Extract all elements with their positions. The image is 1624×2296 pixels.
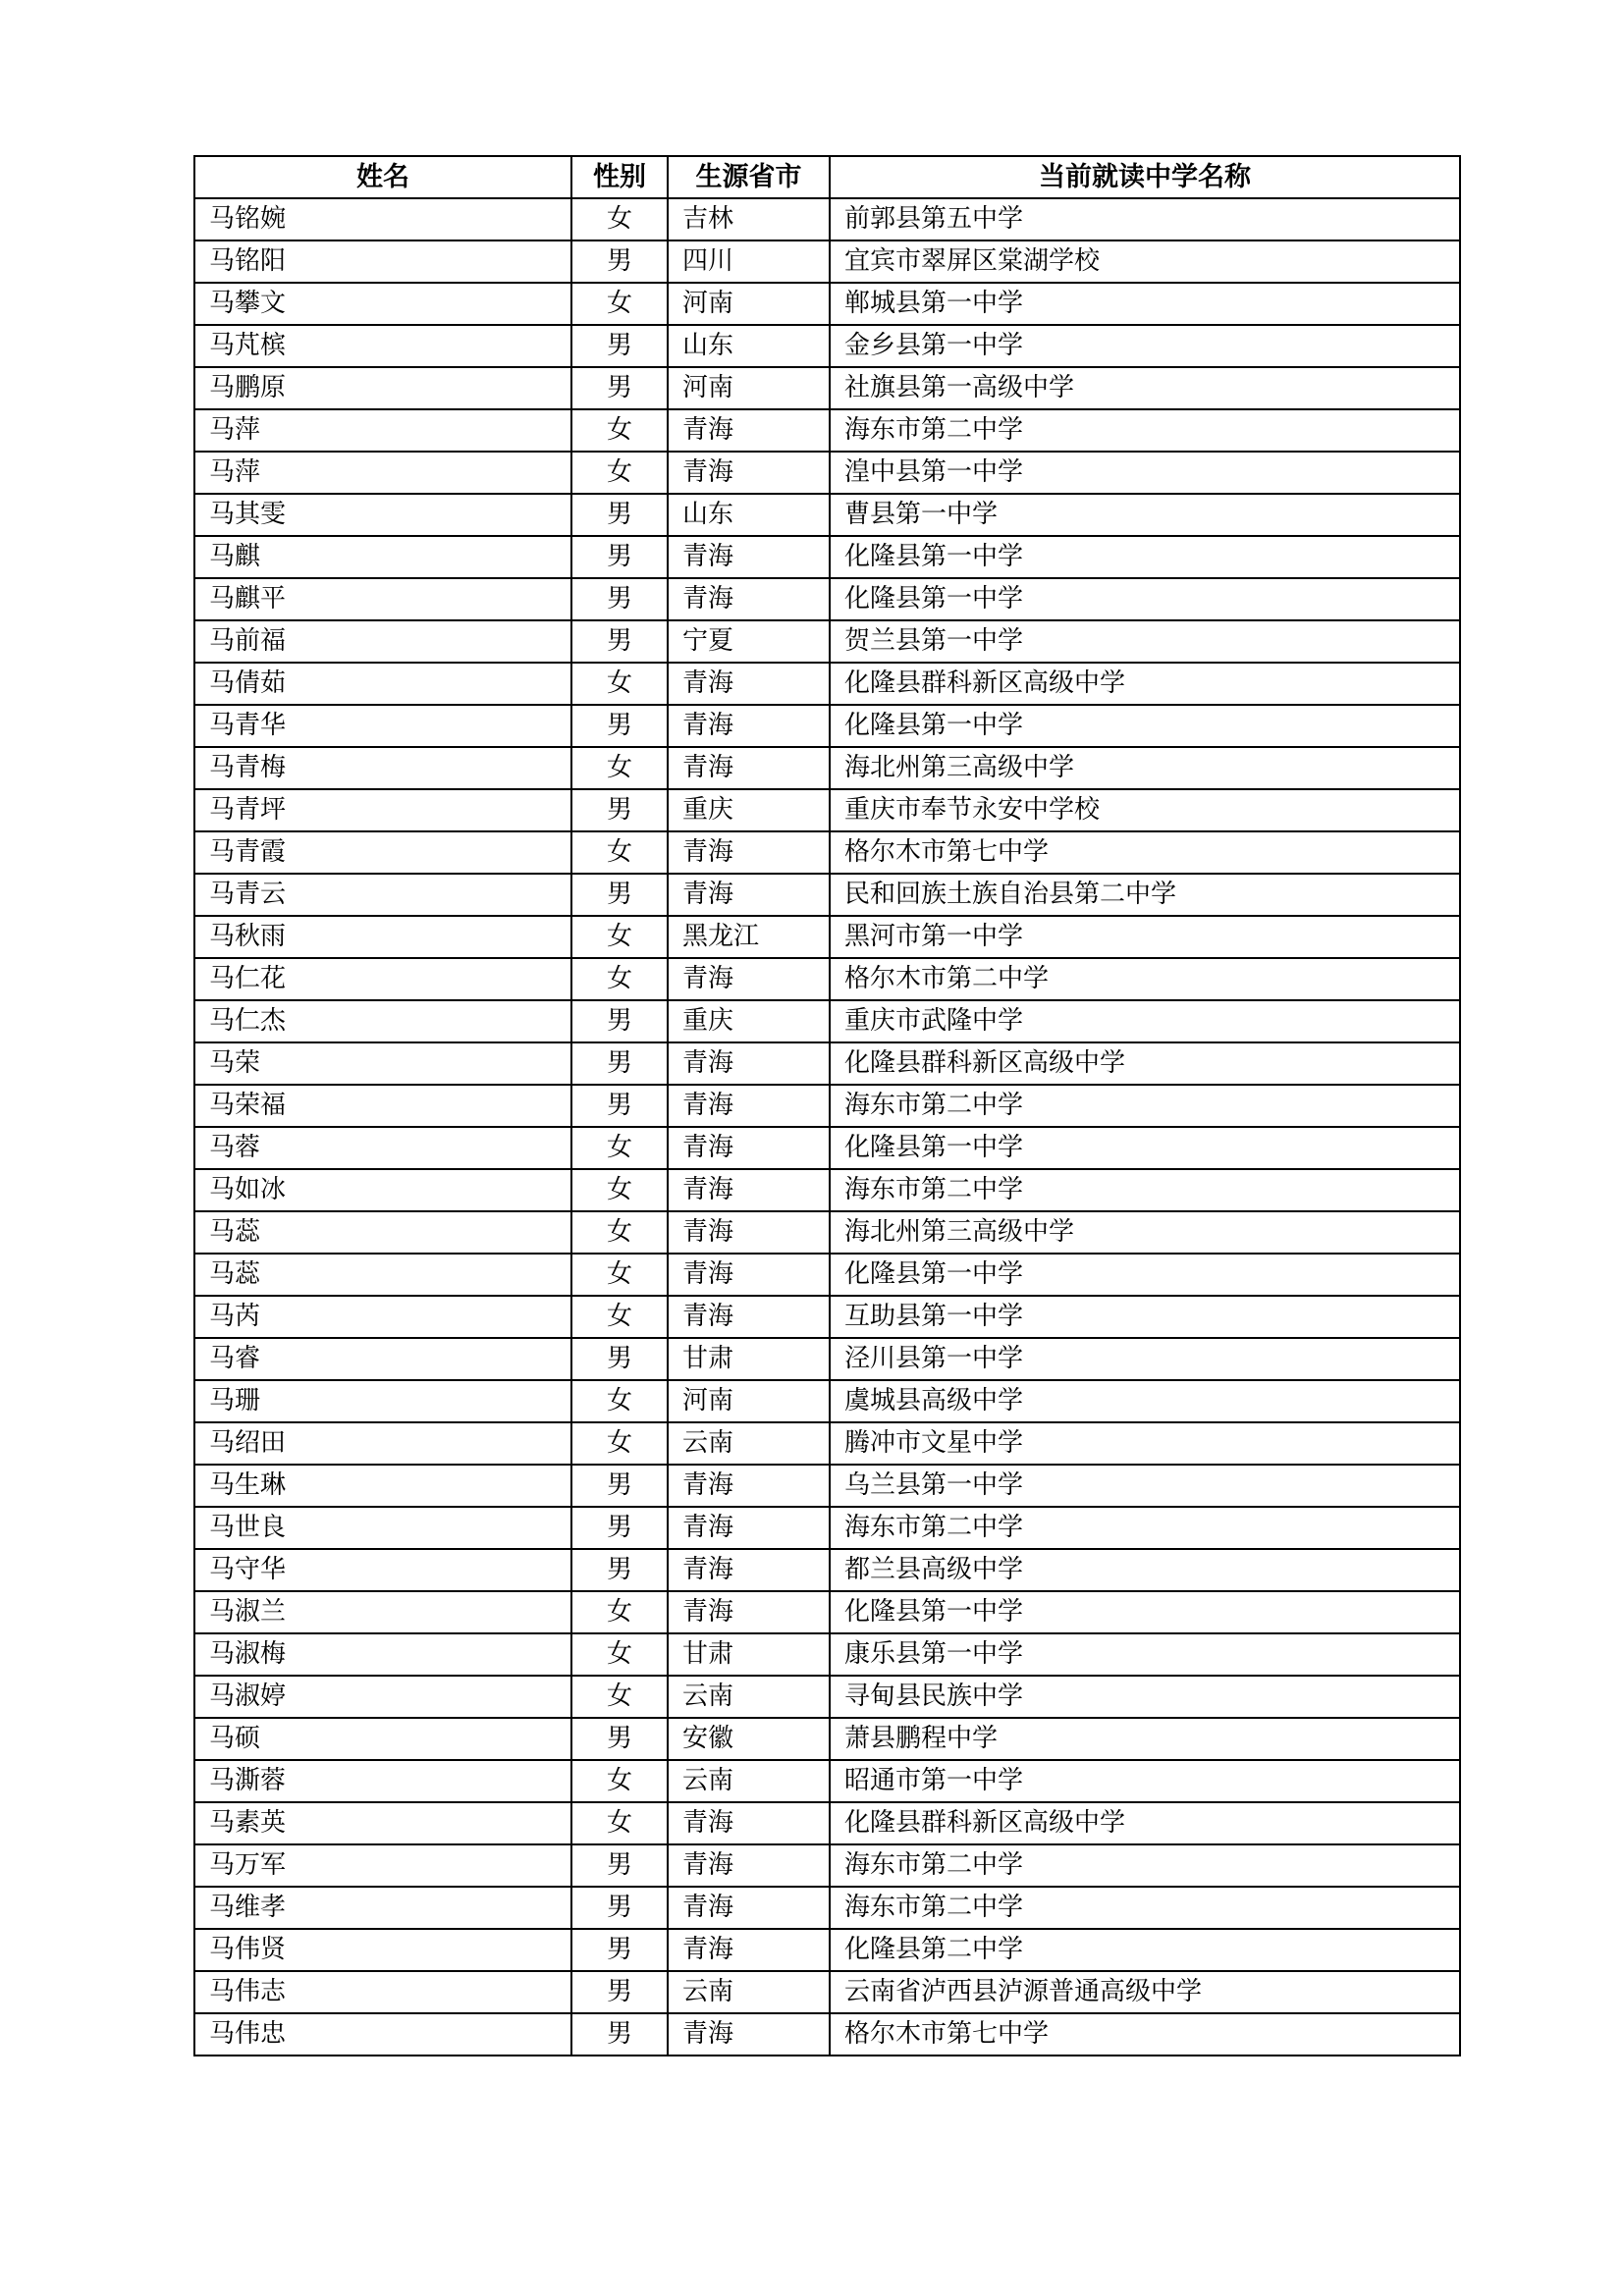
table-row	[194, 494, 1460, 536]
cell-province: 青海	[668, 1802, 830, 1844]
cell-name: 马仁杰	[194, 1000, 571, 1042]
cell-gender: 女	[571, 1802, 668, 1844]
cell-name: 马荣	[194, 1042, 571, 1085]
table-row	[194, 1296, 1460, 1338]
cell-province: 重庆	[668, 789, 830, 831]
cell-name: 马麒平	[194, 578, 571, 620]
cell-province: 云南	[668, 1422, 830, 1465]
cell-name: 马铭阳	[194, 240, 571, 283]
cell-gender: 男	[571, 1042, 668, 1085]
cell-province: 甘肃	[668, 1338, 830, 1380]
cell-name: 马淑梅	[194, 1633, 571, 1676]
table-row	[194, 705, 1460, 747]
cell-province: 青海	[668, 2013, 830, 2056]
table-row	[194, 1211, 1460, 1254]
cell-province: 青海	[668, 1042, 830, 1085]
cell-province: 青海	[668, 958, 830, 1000]
cell-gender: 男	[571, 789, 668, 831]
table-row	[194, 367, 1460, 409]
cell-school: 化隆县第一中学	[830, 1591, 1460, 1633]
table-row	[194, 1085, 1460, 1127]
table-row	[194, 2013, 1460, 2056]
cell-province: 四川	[668, 240, 830, 283]
cell-province: 青海	[668, 578, 830, 620]
cell-name: 马青坪	[194, 789, 571, 831]
cell-gender: 男	[571, 578, 668, 620]
cell-school: 寻甸县民族中学	[830, 1676, 1460, 1718]
table-row	[194, 958, 1460, 1000]
cell-gender: 男	[571, 620, 668, 663]
table-row	[194, 1676, 1460, 1718]
cell-school: 海东市第二中学	[830, 409, 1460, 452]
table-row	[194, 874, 1460, 916]
cell-province: 青海	[668, 663, 830, 705]
cell-name: 马澌蓉	[194, 1760, 571, 1802]
cell-name: 马珊	[194, 1380, 571, 1422]
table-row	[194, 1844, 1460, 1887]
cell-school: 社旗县第一高级中学	[830, 367, 1460, 409]
cell-province: 云南	[668, 1760, 830, 1802]
table-row	[194, 283, 1460, 325]
cell-name: 马青梅	[194, 747, 571, 789]
cell-gender: 女	[571, 831, 668, 874]
cell-province: 山东	[668, 325, 830, 367]
cell-province: 青海	[668, 409, 830, 452]
cell-gender: 男	[571, 1718, 668, 1760]
table-row	[194, 325, 1460, 367]
cell-school: 海北州第三高级中学	[830, 747, 1460, 789]
cell-school: 康乐县第一中学	[830, 1633, 1460, 1676]
cell-school: 黑河市第一中学	[830, 916, 1460, 958]
header-province: 生源省市	[668, 156, 830, 198]
cell-province: 重庆	[668, 1000, 830, 1042]
cell-name: 马素英	[194, 1802, 571, 1844]
cell-gender: 女	[571, 1422, 668, 1465]
table-row	[194, 536, 1460, 578]
cell-gender: 男	[571, 367, 668, 409]
cell-school: 郸城县第一中学	[830, 283, 1460, 325]
cell-school: 化隆县第一中学	[830, 705, 1460, 747]
cell-gender: 男	[571, 1844, 668, 1887]
cell-name: 马蕊	[194, 1254, 571, 1296]
table-row	[194, 1000, 1460, 1042]
cell-gender: 女	[571, 1211, 668, 1254]
cell-name: 马守华	[194, 1549, 571, 1591]
cell-province: 河南	[668, 367, 830, 409]
table-row	[194, 1422, 1460, 1465]
table-row	[194, 1169, 1460, 1211]
cell-gender: 男	[571, 1507, 668, 1549]
cell-province: 黑龙江	[668, 916, 830, 958]
cell-province: 青海	[668, 1549, 830, 1591]
table-row	[194, 831, 1460, 874]
cell-name: 马其雯	[194, 494, 571, 536]
table-row	[194, 578, 1460, 620]
cell-name: 马维孝	[194, 1887, 571, 1929]
cell-province: 河南	[668, 1380, 830, 1422]
cell-gender: 男	[571, 240, 668, 283]
cell-gender: 女	[571, 283, 668, 325]
header-gender: 性别	[571, 156, 668, 198]
cell-gender: 男	[571, 1971, 668, 2013]
cell-name: 马生琳	[194, 1465, 571, 1507]
table-row	[194, 1887, 1460, 1929]
cell-name: 马淑兰	[194, 1591, 571, 1633]
table-row	[194, 1127, 1460, 1169]
cell-school: 格尔木市第七中学	[830, 2013, 1460, 2056]
cell-gender: 男	[571, 1338, 668, 1380]
cell-gender: 男	[571, 2013, 668, 2056]
cell-province: 青海	[668, 1127, 830, 1169]
cell-gender: 女	[571, 1633, 668, 1676]
cell-gender: 女	[571, 663, 668, 705]
cell-province: 青海	[668, 1254, 830, 1296]
table-row	[194, 620, 1460, 663]
cell-name: 马如冰	[194, 1169, 571, 1211]
cell-gender: 女	[571, 1676, 668, 1718]
cell-name: 马伟志	[194, 1971, 571, 2013]
cell-province: 青海	[668, 747, 830, 789]
cell-name: 马伟贤	[194, 1929, 571, 1971]
cell-name: 马睿	[194, 1338, 571, 1380]
cell-province: 青海	[668, 1085, 830, 1127]
cell-gender: 男	[571, 536, 668, 578]
cell-school: 重庆市武隆中学	[830, 1000, 1460, 1042]
cell-school: 海东市第二中学	[830, 1507, 1460, 1549]
cell-name: 马萍	[194, 452, 571, 494]
cell-school: 海东市第二中学	[830, 1169, 1460, 1211]
cell-gender: 女	[571, 1254, 668, 1296]
cell-name: 马荣福	[194, 1085, 571, 1127]
cell-province: 青海	[668, 1591, 830, 1633]
table-row	[194, 1971, 1460, 2013]
cell-gender: 男	[571, 874, 668, 916]
table-row	[194, 1507, 1460, 1549]
cell-name: 马万军	[194, 1844, 571, 1887]
cell-name: 马青云	[194, 874, 571, 916]
cell-school: 乌兰县第一中学	[830, 1465, 1460, 1507]
cell-school: 化隆县第一中学	[830, 1127, 1460, 1169]
cell-school: 虞城县高级中学	[830, 1380, 1460, 1422]
cell-name: 马青华	[194, 705, 571, 747]
cell-province: 山东	[668, 494, 830, 536]
table-row	[194, 1254, 1460, 1296]
table-row	[194, 1929, 1460, 1971]
cell-province: 青海	[668, 705, 830, 747]
cell-name: 马淑婷	[194, 1676, 571, 1718]
cell-name: 马芮	[194, 1296, 571, 1338]
cell-name: 马青霞	[194, 831, 571, 874]
cell-province: 青海	[668, 1465, 830, 1507]
cell-school: 萧县鹏程中学	[830, 1718, 1460, 1760]
cell-school: 贺兰县第一中学	[830, 620, 1460, 663]
cell-name: 马蓉	[194, 1127, 571, 1169]
table-row	[194, 409, 1460, 452]
cell-school: 昭通市第一中学	[830, 1760, 1460, 1802]
cell-province: 青海	[668, 1211, 830, 1254]
cell-school: 化隆县群科新区高级中学	[830, 1042, 1460, 1085]
table-row	[194, 1718, 1460, 1760]
cell-school: 海北州第三高级中学	[830, 1211, 1460, 1254]
cell-school: 海东市第二中学	[830, 1887, 1460, 1929]
cell-province: 青海	[668, 1296, 830, 1338]
cell-school: 重庆市奉节永安中学校	[830, 789, 1460, 831]
table-header-row	[194, 156, 1460, 198]
cell-name: 马秋雨	[194, 916, 571, 958]
cell-province: 青海	[668, 536, 830, 578]
cell-school: 格尔木市第二中学	[830, 958, 1460, 1000]
cell-school: 化隆县第一中学	[830, 578, 1460, 620]
cell-province: 吉林	[668, 198, 830, 240]
cell-province: 安徽	[668, 1718, 830, 1760]
cell-school: 前郭县第五中学	[830, 198, 1460, 240]
cell-school: 宜宾市翠屏区棠湖学校	[830, 240, 1460, 283]
cell-gender: 女	[571, 1591, 668, 1633]
cell-school: 腾冲市文星中学	[830, 1422, 1460, 1465]
cell-gender: 女	[571, 198, 668, 240]
cell-gender: 女	[571, 958, 668, 1000]
cell-name: 马绍田	[194, 1422, 571, 1465]
cell-province: 云南	[668, 1971, 830, 2013]
cell-name: 马攀文	[194, 283, 571, 325]
cell-name: 马世良	[194, 1507, 571, 1549]
cell-gender: 女	[571, 1760, 668, 1802]
cell-gender: 男	[571, 494, 668, 536]
table-body	[194, 198, 1460, 2056]
cell-school: 泾川县第一中学	[830, 1338, 1460, 1380]
table-row	[194, 1591, 1460, 1633]
cell-province: 青海	[668, 1844, 830, 1887]
cell-school: 云南省泸西县泸源普通高级中学	[830, 1971, 1460, 2013]
cell-school: 海东市第二中学	[830, 1844, 1460, 1887]
cell-province: 云南	[668, 1676, 830, 1718]
table-row	[194, 789, 1460, 831]
cell-gender: 女	[571, 916, 668, 958]
cell-province: 河南	[668, 283, 830, 325]
student-roster-table	[193, 155, 1461, 2056]
table-row	[194, 240, 1460, 283]
cell-school: 民和回族土族自治县第二中学	[830, 874, 1460, 916]
cell-gender: 男	[571, 705, 668, 747]
cell-school: 湟中县第一中学	[830, 452, 1460, 494]
table-row	[194, 1042, 1460, 1085]
table-row	[194, 916, 1460, 958]
cell-gender: 女	[571, 1296, 668, 1338]
cell-school: 格尔木市第七中学	[830, 831, 1460, 874]
cell-school: 化隆县群科新区高级中学	[830, 663, 1460, 705]
cell-gender: 女	[571, 452, 668, 494]
cell-school: 化隆县第一中学	[830, 1254, 1460, 1296]
table-row	[194, 1549, 1460, 1591]
table-row	[194, 198, 1460, 240]
cell-school: 化隆县第一中学	[830, 536, 1460, 578]
cell-gender: 女	[571, 409, 668, 452]
cell-name: 马麒	[194, 536, 571, 578]
cell-gender: 男	[571, 1000, 668, 1042]
cell-gender: 女	[571, 1169, 668, 1211]
table-row	[194, 1633, 1460, 1676]
table-row	[194, 1338, 1460, 1380]
header-name: 姓名	[194, 156, 571, 198]
cell-gender: 男	[571, 1465, 668, 1507]
cell-name: 马硕	[194, 1718, 571, 1760]
header-school: 当前就读中学名称	[830, 156, 1460, 198]
cell-school: 化隆县群科新区高级中学	[830, 1802, 1460, 1844]
cell-gender: 男	[571, 1887, 668, 1929]
cell-gender: 男	[571, 1549, 668, 1591]
table-row	[194, 663, 1460, 705]
cell-province: 青海	[668, 1929, 830, 1971]
cell-school: 曹县第一中学	[830, 494, 1460, 536]
table-row	[194, 1465, 1460, 1507]
cell-province: 甘肃	[668, 1633, 830, 1676]
cell-name: 马铭婉	[194, 198, 571, 240]
table-row	[194, 747, 1460, 789]
cell-name: 马蕊	[194, 1211, 571, 1254]
cell-gender: 女	[571, 1127, 668, 1169]
cell-school: 海东市第二中学	[830, 1085, 1460, 1127]
cell-name: 马鹏原	[194, 367, 571, 409]
table-row	[194, 1760, 1460, 1802]
cell-gender: 男	[571, 1929, 668, 1971]
cell-name: 马仁花	[194, 958, 571, 1000]
cell-school: 化隆县第二中学	[830, 1929, 1460, 1971]
cell-province: 青海	[668, 452, 830, 494]
cell-gender: 女	[571, 1380, 668, 1422]
cell-gender: 男	[571, 325, 668, 367]
cell-gender: 男	[571, 1085, 668, 1127]
cell-name: 马前福	[194, 620, 571, 663]
cell-name: 马伟忠	[194, 2013, 571, 2056]
table-row	[194, 1380, 1460, 1422]
cell-province: 青海	[668, 1169, 830, 1211]
table-row	[194, 1802, 1460, 1844]
cell-school: 都兰县高级中学	[830, 1549, 1460, 1591]
cell-name: 马萍	[194, 409, 571, 452]
cell-name: 马倩茹	[194, 663, 571, 705]
cell-province: 青海	[668, 874, 830, 916]
cell-province: 宁夏	[668, 620, 830, 663]
cell-province: 青海	[668, 1507, 830, 1549]
cell-school: 金乡县第一中学	[830, 325, 1460, 367]
table-row	[194, 452, 1460, 494]
cell-province: 青海	[668, 831, 830, 874]
cell-name: 马芃槟	[194, 325, 571, 367]
cell-gender: 女	[571, 747, 668, 789]
cell-school: 互助县第一中学	[830, 1296, 1460, 1338]
cell-province: 青海	[668, 1887, 830, 1929]
